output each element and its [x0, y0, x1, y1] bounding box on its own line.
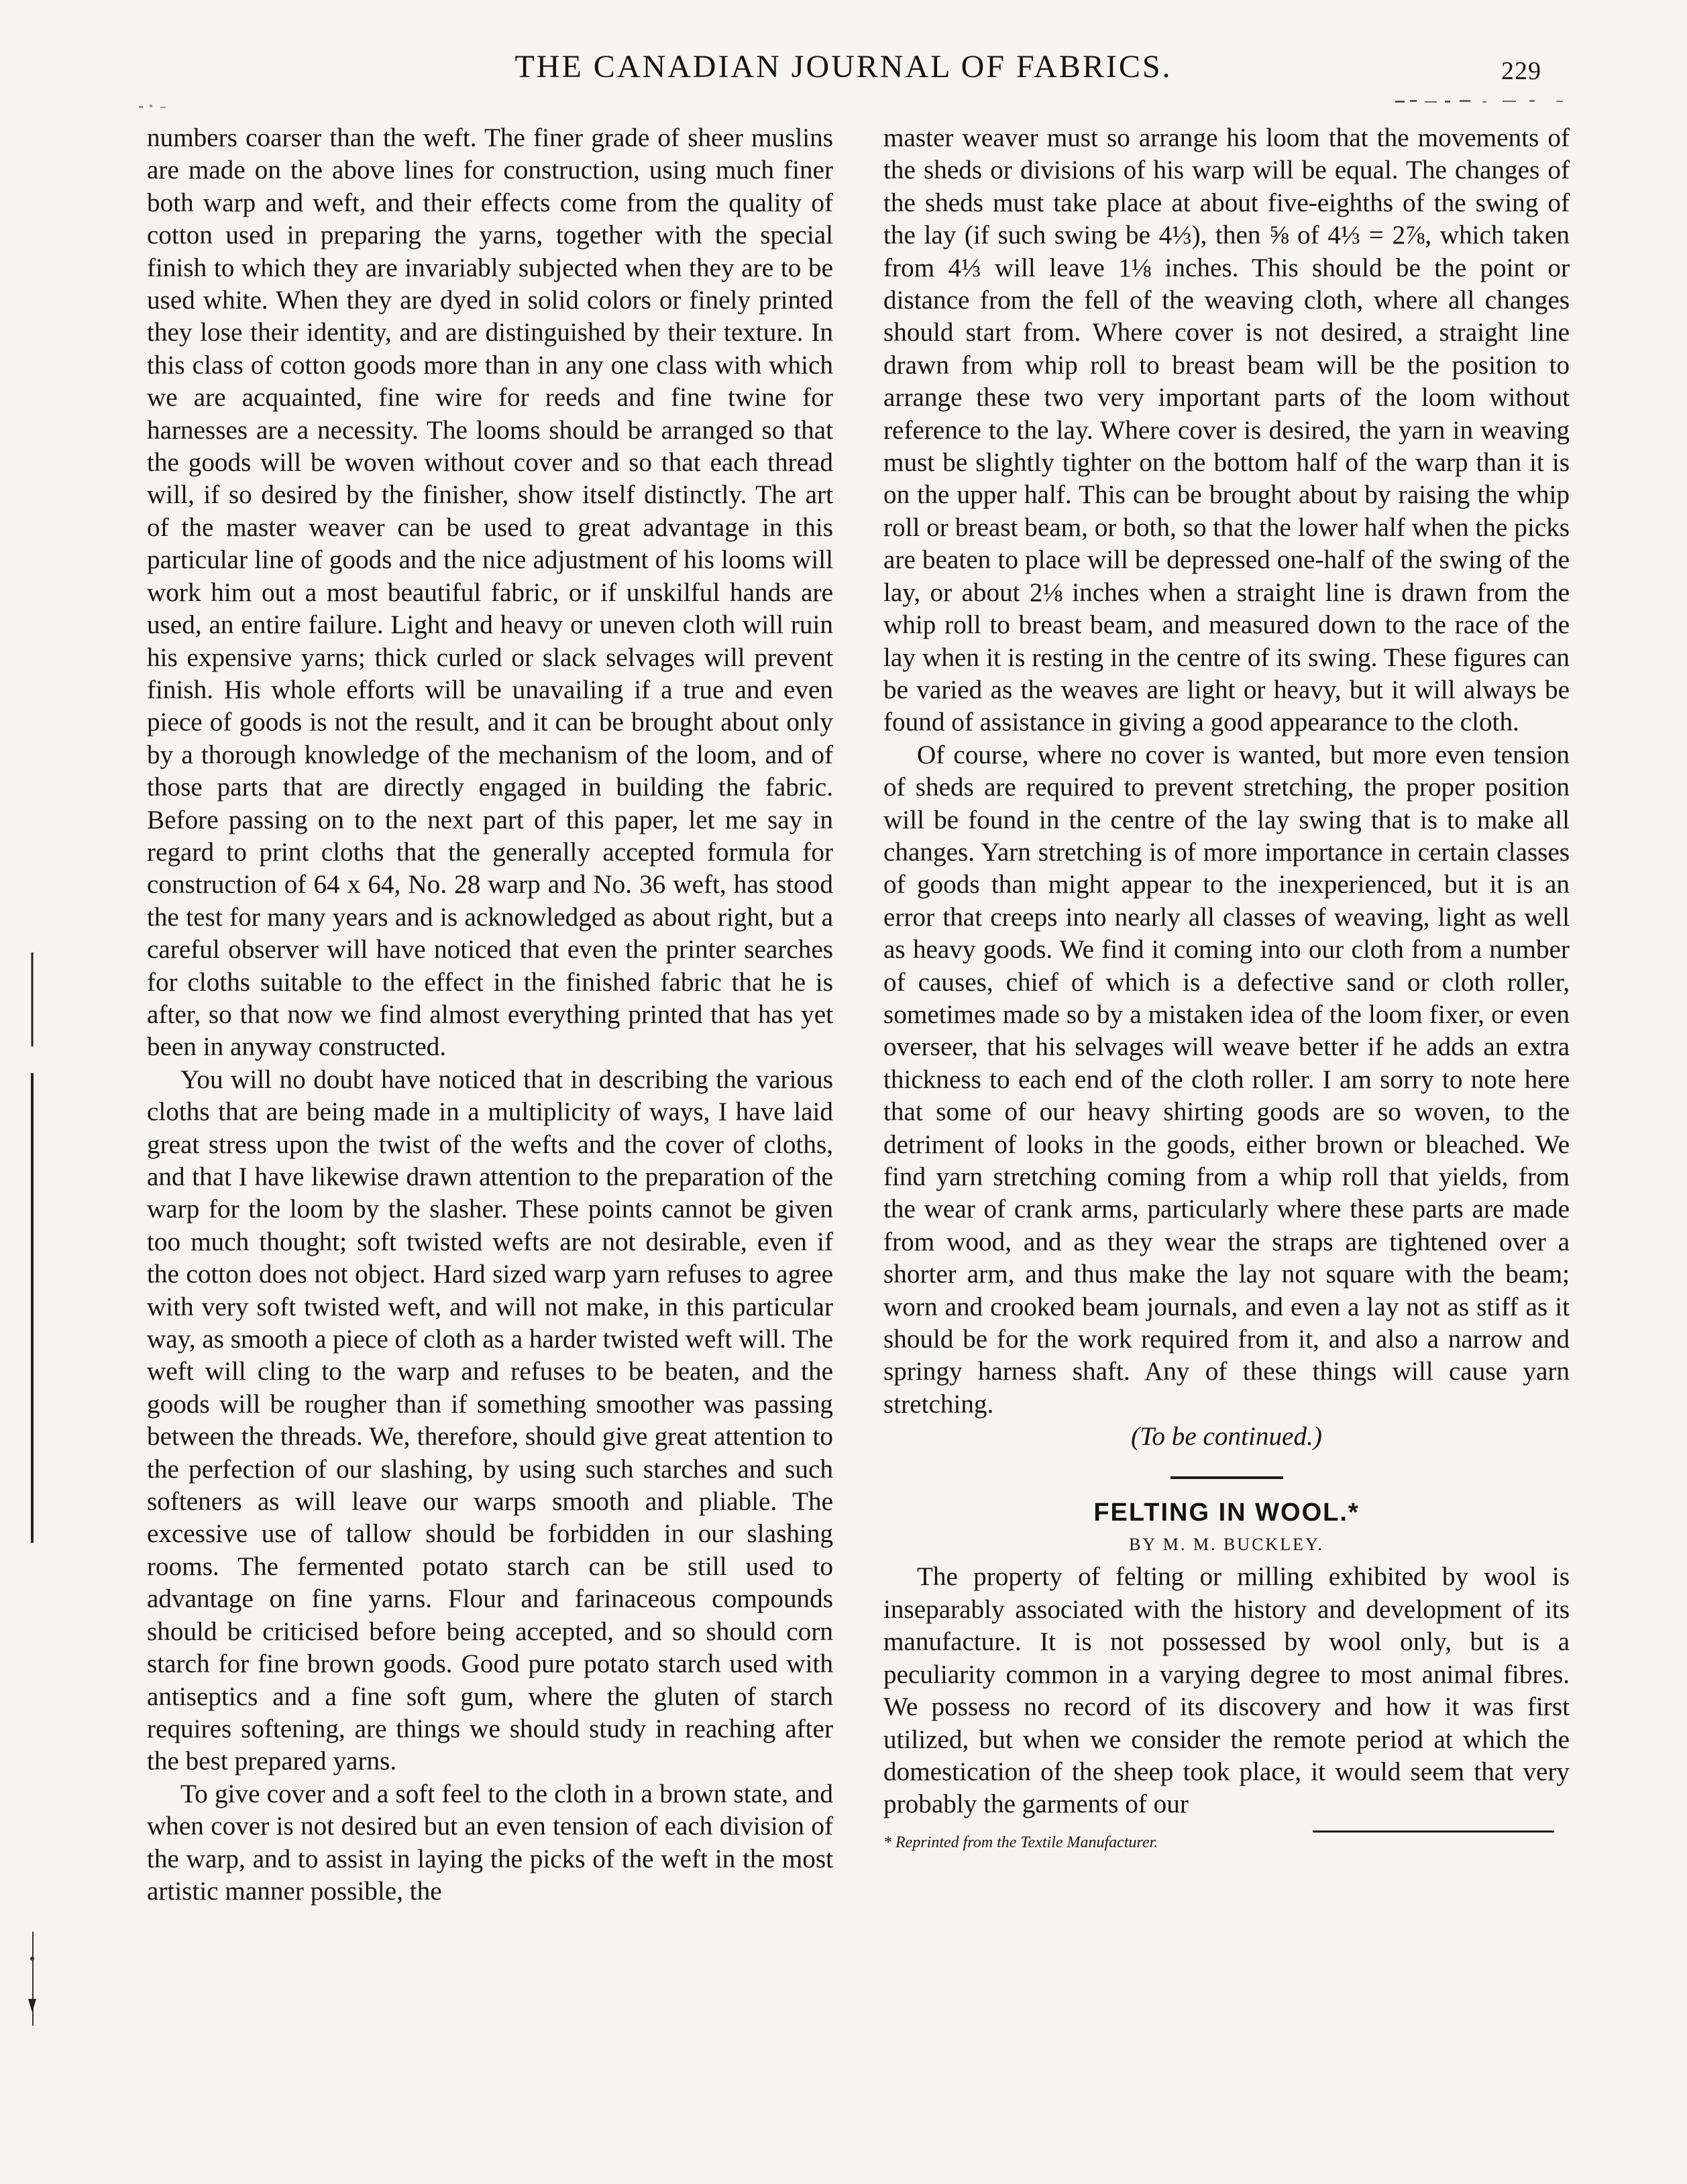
body-paragraph: numbers coarser than the weft. The finer grade of sheer muslins are made on the above lines for construction, using much finer both warp and weft, and their effects come from the quality of cotton used in preparing the yarns, together with the special finish to which they are invariably subjected when they are to be used white. When they are dyed in solid colors or finely printed they lose their identity, and are distinguished by their texture. In this class of cotton goods more than in any one class with which we are acquainted, fine wire for reeds and fine twine for harnesses are a necessity. The looms should be arranged so that the goods will be woven without cover and so that each thread will, if so desired by the finisher, show itself distinctly. The art of the master weaver can be used to great advantage in this particular line of goods and the nice adjustment of his looms will work him out a most beautiful fabric, or if unskilful hands are used, an entire failure. Light and heavy or uneven cloth will ruin his expensive yarns; thick curled or slack selvages will prevent finish. His whole efforts will be unavailing if a true and even piece of goods is not the result, and it can be brought about only by a thorough knowledge of the mechanism of the loom, and of those parts that are directly engaged in building the fabric. Before passing on to the next part of this paper, let me say in regard to print cloths that the generally accepted formula for construction of 64 x 64, No. 28 warp and No. 36 weft, has stood the test for many years and is acknowledged as about right, but a careful observer will have noticed that even the printer searches for cloths suitable to the effect in the finished fabric that he is after, so that now we find almost everything printed that has yet been in anyway constructed.	[147, 123, 833, 1062]
scan-specks-decoration	[138, 101, 218, 114]
body-paragraph: master weaver must so arrange his loom that the movements of the sheds or divisions of his warp will be equal. The changes of the sheds must take place at about five-eighths of the swing of the lay (if such swing be 4⅓), then ⅝ of 4⅓ = 2⅞, which taken from 4⅓ will leave 1⅛ inches. This should be the point or distance from the fell of the weaving cloth, where all changes should start from. Where cover is not desired, a straight line drawn from whip roll to breast beam will be the position to arrange these two very important parts of the loom without reference to the lay. Where cover is desired, the yarn in weaving must be slightly tighter on the bottom half of the warp than it is on the upper half. This can be brought about by raising the whip roll or breast beam, or both, so that the lower half when the picks are beaten to place will be depressed one-half of the swing of the lay, or about 2⅛ inches when a straight line is drawn from the whip roll to breast beam, and measured down to the race of the lay when it is resting in the centre of its swing. These figures can be varied as the weaves are light or heavy, but it will always be found of assistance in giving a good appearance to the cloth.	[883, 123, 1570, 737]
margin-binding-line	[20, 952, 47, 2079]
left-column	[147, 122, 833, 1908]
page-header	[0, 48, 1687, 102]
body-paragraph: The property of felting or milling exhibited by wool is inseparably associated with the history and development of its manufacture. It is not possessed by wool only, but is a peculiarity common in a varying degree to most animal fibres. We possess no record of its discovery and how it was first utilized, but when we consider the remote period at which the domestication of the sheep took place, it would seem that very probably the garments of our	[883, 1562, 1570, 1819]
body-paragraph: You will no doubt have noticed that in describing the various cloths that are being made in a multiplicity of ways, I have laid great stress upon the twist of the wefts and the cover of cloths, and that I have likewise drawn attention to the preparation of the warp for the loom by the slasher. These points cannot be given too much thought; soft twisted wefts are not desirable, even if the cotton does not object. Hard sized warp yarn refuses to agree with very soft twisted weft, and will not make, in this particular way, as smooth a piece of cloth as a harder twisted weft will. The weft will cling to the warp and refuses to be beaten, and the goods will be rougher than if something smoother was passing between the threads. We, therefore, should give great attention to the perfection of our slashing, by using such starches and such softeners as will leave our warps smooth and pliable. The excessive use of tallow should be forbidden in our slashing rooms. The fermented potato starch can be still used to advantage on fine yarns. Flour and farinaceous compounds should be criticised before being accepted, and so should corn starch for fine brown goods. Good pure potato starch used with antiseptics and a fine soft gum, where the gluten of starch requires softening, are things we should study in reaching after the best prepared yarns.	[147, 1064, 833, 1776]
page-number: 229	[1501, 57, 1541, 85]
to-be-continued-note: (To be continued.)	[1131, 1422, 1322, 1452]
body-paragraph: Of course, where no cover is wanted, but more even tension of sheds are required to prevent stretching, the proper position will be found in the centre of the lay swing that is to make all changes. Yarn stretching is of more importance in certain classes of goods than might appear to the inexperienced, but it is an error that creeps into nearly all classes of weaving, light as well as heavy goods. We find it coming into our cloth from a number of causes, chief of which is a defective sand or cloth roller, sometimes made so by a mistaken idea of the loom fixer, or even overseer, that his selvages will weave better if he adds an extra thickness to each end of the cloth roller. I am sorry to note here that some of our heavy shirting goods are so woven, to the detriment of looks in the goods, either brown or bleached. We find yarn stretching coming from a whip roll that yields, from the wear of crank arms, particularly where these parts are made from wood, and as they wear the straps are tightened over a shorter arm, and thus make the lay not square with the beam; worn and crooked beam journals, and even a lay not as stiff as it should be for the work required from it, and also a narrow and springy harness shaft. Any of these things will cause yarn stretching.	[883, 740, 1570, 1419]
article-byline: BY M. M. BUCKLEY.	[1129, 1535, 1324, 1555]
journal-title: THE CANADIAN JOURNAL OF FABRICS.	[514, 49, 1173, 85]
footnote: * Reprinted from the Textile Manufacturer.	[883, 1833, 1158, 1851]
section-divider	[1171, 1476, 1283, 1479]
article-title: FELTING IN WOOL.*	[1093, 1498, 1360, 1527]
scan-specks-decoration	[1395, 98, 1570, 107]
right-column	[883, 122, 1570, 1853]
body-paragraph: To give cover and a soft feel to the cloth in a brown state, and when cover is not desired but an even tension of each division of the warp, and to assist in laying the picks of the weft in the most artistic manner possible, the	[147, 1779, 833, 1906]
